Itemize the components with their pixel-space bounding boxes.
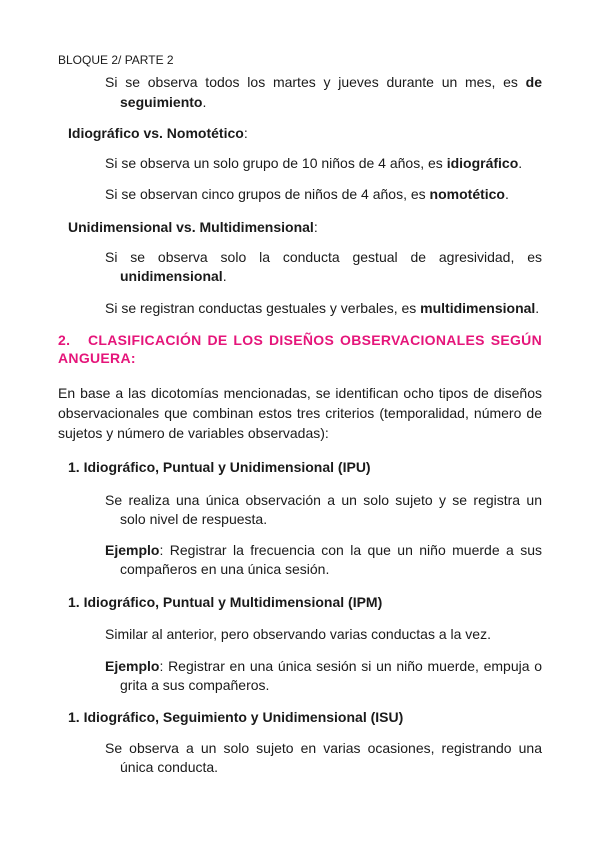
section-title-line-2: ANGUERA: xyxy=(58,350,136,366)
ipu-description-line-1: Se realiza una única observación a un solo sujeto y se registra un xyxy=(105,492,542,508)
multidimensional-example: Si se registran conductas gestuales y verbales, es multidimensional. xyxy=(105,300,540,316)
nomotetico-example: Si se observan cinco grupos de niños de 4 años, es nomotético. xyxy=(105,186,509,202)
unidimensional-line-2: unidimensional. xyxy=(120,268,227,284)
isu-description-line-1: Se observa a un solo sujeto en varias ocasiones, registrando una xyxy=(105,740,542,756)
page-header: BLOQUE 2/ PARTE 2 xyxy=(58,53,174,67)
ipu-description-line-2: solo nivel de respuesta. xyxy=(120,511,268,527)
section-number: 2. xyxy=(58,332,71,348)
ipm-description: Similar al anterior, pero observando varias conductas a la vez. xyxy=(105,626,491,642)
ipu-heading: 1. Idiográfico, Puntual y Unidimensional (IPU) xyxy=(68,459,371,475)
ipu-example-line-2: compañeros en una única sesión. xyxy=(120,561,330,577)
intro-line-1: En base a las dicotomías mencionadas, se identifican ocho tipos de diseños xyxy=(58,385,542,401)
ipu-example-line-1: Ejemplo: Registrar la frecuencia con la que un niño muerde a sus xyxy=(105,542,542,558)
idiografico-heading: Idiográfico vs. Nomotético: xyxy=(68,125,248,141)
section-title-line-1: CLASIFICACIÓN DE LOS DISEÑOS OBSERVACIONALES SEGÚN xyxy=(88,332,542,348)
unidimensional-heading: Unidimensional vs. Multidimensional: xyxy=(68,219,318,235)
ipm-example-line-1: Ejemplo: Registrar en una única sesión si un niño muerde, empuja o xyxy=(105,658,542,674)
idiografico-example: Si se observa un solo grupo de 10 niños de 4 años, es idiográfico. xyxy=(105,155,523,171)
seguimiento-line-2: seguimiento. xyxy=(120,94,207,110)
isu-heading: 1. Idiográfico, Seguimiento y Unidimensional (ISU) xyxy=(68,709,404,725)
intro-line-2: observacionales que combinan estos tres criterios (temporalidad, número de xyxy=(58,405,542,421)
intro-line-3: sujetos y número de variables observadas): xyxy=(58,425,329,441)
seguimiento-line-1: Si se observa todos los martes y jueves durante un mes, es de xyxy=(105,74,542,90)
unidimensional-line-1: Si se observa solo la conducta gestual de agresividad, es xyxy=(105,249,542,265)
ipm-example-line-2: grita a sus compañeros. xyxy=(120,677,270,693)
ipm-heading: 1. Idiográfico, Puntual y Multidimensional (IPM) xyxy=(68,594,383,610)
isu-description-line-2: única conducta. xyxy=(120,759,219,775)
